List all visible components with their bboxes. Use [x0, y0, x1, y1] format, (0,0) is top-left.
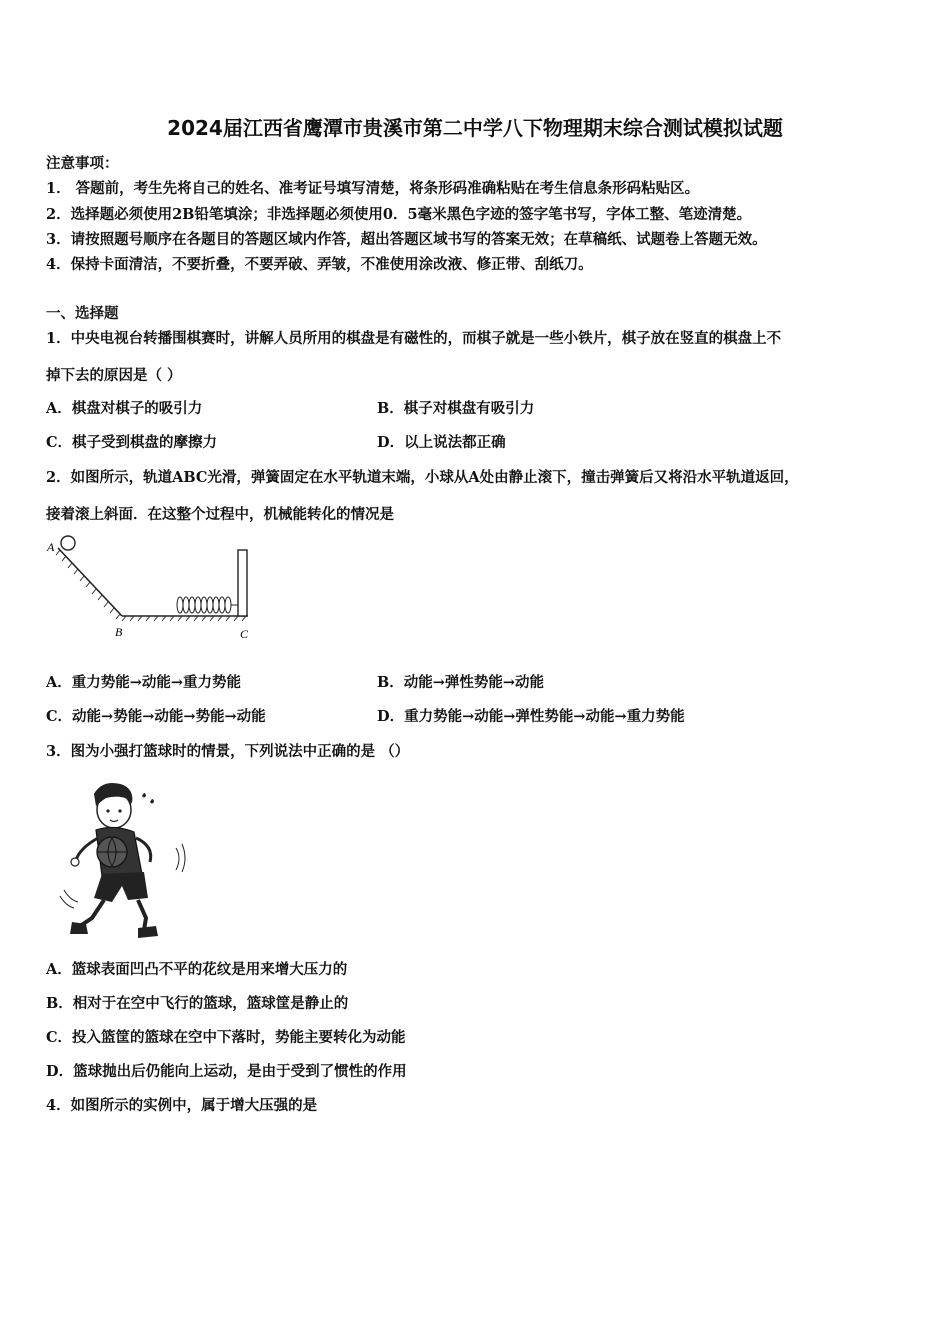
q3-stem-line1: 3．图为小强打篮球时的情景，下列说法中正确的是 （）: [46, 743, 410, 760]
left-arm: [76, 838, 98, 860]
q2-option-d: D．重力势能→动能→弹性势能→动能→重力势能: [377, 708, 685, 725]
notice-item-3: 3．请按照题号顺序在各题目的答题区域内作答，超出答题区域书写的答案无效；在草稿纸、试题卷上答题无效。: [46, 231, 767, 248]
wall-block: [238, 550, 247, 616]
exam-title: 2024届江西省鹰潭市贵溪市第二中学八下物理期末综合测试模拟试题: [167, 116, 783, 140]
sweat-drop: [142, 793, 146, 798]
slope-hatching: [56, 550, 120, 619]
right-shoe: [138, 926, 158, 938]
q1-option-c: C．棋子受到棋盘的摩擦力: [46, 434, 218, 451]
q1-stem-line1: 1．中央电视台转播围棋赛时，讲解人员所用的棋盘是有磁性的，而棋子就是一些小铁片，棋子放在竖直的棋盘上不: [46, 330, 782, 347]
notice-heading: 注意事项：: [46, 155, 119, 172]
notice-item-1: 1． 答题前，考生先将自己的姓名、准考证号填写清楚，将条形码准确粘贴在考生信息条形码粘贴区。: [46, 180, 700, 197]
shorts-shape: [94, 872, 148, 902]
notice-item-2: 2．选择题必须使用2B铅笔填涂；非选择题必须使用0．5毫米黑色字迹的签字笔书写，字体工整、笔迹清楚。: [46, 206, 752, 223]
notice-item-4: 4．保持卡面清洁，不要折叠，不要弄破、弄皱，不准使用涂改液、修正带、刮纸刀。: [46, 256, 593, 273]
q2-stem-line1: 2．如图所示，轨道ABC光滑，弹簧固定在水平轨道末端，小球从A处由静止滚下，撞击弹簧后又将沿水平轨道返回，: [46, 469, 799, 486]
q1-option-d: D．以上说法都正确: [377, 434, 506, 451]
label-c: C: [240, 627, 249, 641]
q4-stem-line1: 4．如图所示的实例中，属于增大压强的是: [46, 1097, 318, 1114]
q2-stem-line2: 接着滚上斜面．在这整个过程中，机械能转化的情况是: [46, 506, 394, 523]
left-leg: [80, 900, 104, 926]
q2-option-c: C．动能→势能→动能→势能→动能: [46, 708, 266, 725]
q1-stem-line2: 掉下去的原因是（ ）: [46, 367, 182, 384]
q3-option-b: B．相对于在空中飞行的篮球，篮球筐是静止的: [46, 995, 349, 1012]
q2-option-a: A．重力势能→动能→重力势能: [46, 674, 242, 691]
track-spring-figure: [44, 532, 264, 648]
ball-circle: [61, 536, 75, 550]
label-b: B: [115, 625, 123, 639]
q3-option-d: D．篮球抛出后仍能向上运动，是由于受到了惯性的作用: [46, 1063, 407, 1080]
label-a: A: [47, 540, 55, 554]
right-leg: [138, 900, 146, 930]
section-heading: 一、选择题: [46, 305, 119, 322]
motion-lines: [176, 844, 185, 872]
q2-option-b: B．动能→弹性势能→动能: [377, 674, 545, 691]
q3-option-c: C．投入篮筐的篮球在空中下落时，势能主要转化为动能: [46, 1029, 406, 1046]
q1-option-a: A．棋盘对棋子的吸引力: [46, 400, 203, 417]
q3-option-a: A．篮球表面凹凸不平的花纹是用来增大压力的: [46, 961, 348, 978]
q1-option-b: B．棋子对棋盘有吸引力: [377, 400, 535, 417]
basketball-player-figure: [58, 778, 192, 940]
spring-coil: [177, 597, 238, 613]
